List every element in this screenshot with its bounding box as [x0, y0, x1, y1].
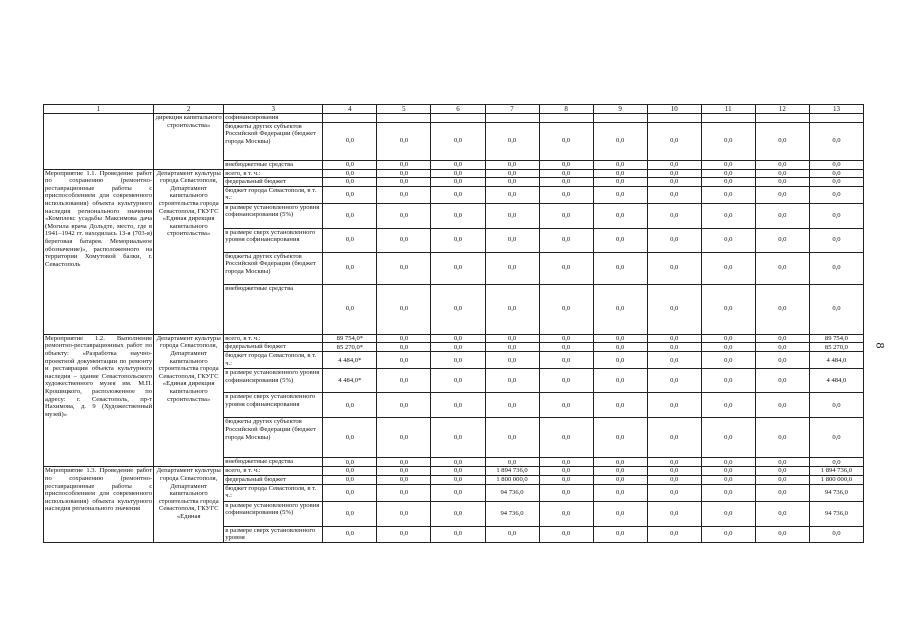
amount-cell: 0,0 — [323, 122, 377, 160]
amount-cell: 0,0 — [431, 334, 485, 343]
amount-cell: 0,0 — [647, 334, 701, 343]
amount-cell: 0,0 — [647, 169, 701, 178]
amount-cell: 0,0 — [431, 484, 485, 501]
table-row — [44, 334, 864, 343]
amount-cell: 0,0 — [323, 526, 377, 542]
amount-cell: 94 736,0 — [485, 501, 539, 526]
page-number: 8 — [873, 342, 888, 349]
amount-cell: 0,0 — [701, 178, 755, 187]
amount-cell: 0,0 — [431, 160, 485, 169]
amount-cell: 0,0 — [431, 526, 485, 542]
amount-cell: 4 484,0* — [323, 352, 377, 369]
amount-cell: 0,0 — [593, 526, 647, 542]
amount-cell: 0,0 — [701, 169, 755, 178]
amount-cell: 0,0 — [701, 369, 755, 393]
amount-cell: 0,0 — [647, 186, 701, 203]
amount-cell: 0,0 — [755, 284, 809, 334]
amount-cell: 0,0 — [701, 501, 755, 526]
amount-cell: 0,0 — [755, 122, 809, 160]
amount-cell: 0,0 — [485, 228, 539, 252]
amount-cell: 0,0 — [323, 160, 377, 169]
amount-cell: 0,0 — [323, 475, 377, 484]
amount-cell: 0,0 — [323, 203, 377, 228]
amount-cell: 0,0 — [755, 467, 809, 476]
amount-cell — [755, 114, 809, 123]
amount-cell: 0,0 — [593, 178, 647, 187]
amount-cell: 89 754,0 — [809, 334, 863, 343]
funding-source-cell: бюджеты других субъектов Российской Федерации (бюджет города Москвы) — [224, 122, 323, 160]
amount-cell: 0,0 — [593, 352, 647, 369]
amount-cell: 0,0 — [647, 228, 701, 252]
amount-cell: 0,0 — [431, 169, 485, 178]
amount-cell: 0,0 — [485, 369, 539, 393]
amount-cell: 0,0 — [323, 458, 377, 467]
funding-source-cell: бюджеты других субъектов Российской Федерации (бюджет города Москвы) — [224, 418, 323, 458]
amount-cell: 0,0 — [809, 203, 863, 228]
funding-source-cell: всего, в т. ч.: — [224, 169, 323, 178]
amount-cell: 0,0 — [323, 228, 377, 252]
amount-cell: 0,0 — [647, 160, 701, 169]
amount-cell: 0,0 — [593, 169, 647, 178]
column-number: 12 — [755, 105, 809, 114]
responsible-org-cell: дирекция капитального строительства» — [154, 114, 224, 170]
amount-cell — [431, 114, 485, 123]
amount-cell: 1 800 000,0 — [485, 475, 539, 484]
amount-cell: 1 800 000,0 — [809, 475, 863, 484]
column-number: 8 — [539, 105, 593, 114]
amount-cell: 0,0 — [809, 393, 863, 418]
amount-cell: 0,0 — [377, 343, 431, 352]
amount-cell: 0,0 — [809, 284, 863, 334]
funding-source-cell: в размере сверх установленного уровня софинансирования — [224, 228, 323, 252]
amount-cell: 0,0 — [323, 393, 377, 418]
amount-cell: 0,0 — [377, 122, 431, 160]
amount-cell: 1 894 736,0 — [485, 467, 539, 476]
amount-cell: 0,0 — [377, 186, 431, 203]
amount-cell: 0,0 — [539, 393, 593, 418]
header-row — [44, 105, 864, 114]
amount-cell: 0,0 — [809, 160, 863, 169]
amount-cell: 0,0 — [377, 203, 431, 228]
funding-source-cell: в размере установленного уровня софинансирования (5%) — [224, 501, 323, 526]
amount-cell: 0,0 — [593, 369, 647, 393]
amount-cell: 0,0 — [647, 475, 701, 484]
amount-cell: 0,0 — [539, 343, 593, 352]
amount-cell: 0,0 — [593, 484, 647, 501]
column-number: 13 — [809, 105, 863, 114]
funding-source-cell: в размере сверх установленного уровня — [224, 526, 323, 542]
amount-cell: 4 484,0 — [809, 369, 863, 393]
amount-cell: 0,0 — [701, 334, 755, 343]
amount-cell: 0,0 — [323, 169, 377, 178]
amount-cell: 0,0 — [377, 526, 431, 542]
amount-cell: 0,0 — [539, 526, 593, 542]
amount-cell: 0,0 — [701, 393, 755, 418]
amount-cell: 0,0 — [647, 122, 701, 160]
amount-cell: 0,0 — [809, 186, 863, 203]
column-number: 11 — [701, 105, 755, 114]
column-number: 7 — [485, 105, 539, 114]
amount-cell: 0,0 — [377, 467, 431, 476]
funding-source-cell: в размере установленного уровня софинансирования (5%) — [224, 369, 323, 393]
amount-cell: 0,0 — [701, 352, 755, 369]
amount-cell: 0,0 — [809, 228, 863, 252]
amount-cell: 0,0 — [647, 484, 701, 501]
amount-cell: 0,0 — [647, 393, 701, 418]
amount-cell: 0,0 — [593, 458, 647, 467]
amount-cell: 0,0 — [323, 418, 377, 458]
amount-cell: 0,0 — [755, 178, 809, 187]
amount-cell: 0,0 — [377, 393, 431, 418]
amount-cell: 0,0 — [647, 526, 701, 542]
amount-cell: 0,0 — [431, 352, 485, 369]
funding-source-cell: бюджет города Севастополя, в т. ч.: — [224, 186, 323, 203]
amount-cell: 0,0 — [539, 334, 593, 343]
amount-cell: 0,0 — [755, 393, 809, 418]
column-number: 10 — [647, 105, 701, 114]
amount-cell: 0,0 — [647, 501, 701, 526]
amount-cell: 0,0 — [647, 203, 701, 228]
amount-cell: 0,0 — [539, 484, 593, 501]
amount-cell — [701, 114, 755, 123]
amount-cell: 0,0 — [377, 418, 431, 458]
amount-cell: 0,0 — [431, 252, 485, 284]
amount-cell: 0,0 — [809, 458, 863, 467]
amount-cell — [593, 114, 647, 123]
column-number: 9 — [593, 105, 647, 114]
amount-cell: 0,0 — [755, 484, 809, 501]
funding-source-cell: федеральный бюджет — [224, 178, 323, 187]
amount-cell: 85 270,0 — [809, 343, 863, 352]
amount-cell: 0,0 — [755, 228, 809, 252]
event-name-cell: Мероприятие 1.3. Проведение работ по сохранению (ремонтно-реставрационные работы с приспособлением для современного использования) объекта культурного наследия регионального значения — [44, 467, 154, 542]
amount-cell: 0,0 — [431, 343, 485, 352]
column-number: 1 — [44, 105, 154, 114]
amount-cell: 0,0 — [593, 122, 647, 160]
amount-cell: 0,0 — [377, 160, 431, 169]
responsible-org-cell: Департамент культуры города Севастополя, Департамент капитального строительства города Севастополя, ГКУГС «Единая дирекция капитального строительства» — [154, 334, 224, 467]
amount-cell: 0,0 — [485, 252, 539, 284]
amount-cell: 0,0 — [593, 252, 647, 284]
amount-cell: 94 736,0 — [809, 501, 863, 526]
amount-cell: 0,0 — [323, 284, 377, 334]
amount-cell: 0,0 — [485, 160, 539, 169]
amount-cell: 4 484,0* — [323, 369, 377, 393]
amount-cell: 0,0 — [539, 169, 593, 178]
amount-cell: 0,0 — [701, 122, 755, 160]
column-number: 2 — [154, 105, 224, 114]
amount-cell: 0,0 — [539, 458, 593, 467]
amount-cell: 0,0 — [701, 458, 755, 467]
amount-cell: 0,0 — [701, 160, 755, 169]
amount-cell: 1 894 736,0 — [809, 467, 863, 476]
amount-cell: 0,0 — [755, 369, 809, 393]
amount-cell: 0,0 — [323, 501, 377, 526]
amount-cell: 0,0 — [539, 418, 593, 458]
amount-cell: 0,0 — [377, 334, 431, 343]
responsible-org-cell: Департамент культуры города Севастополя, Департамент капитального строительства города Севастополя, ГКУГС «Единая — [154, 467, 224, 542]
amount-cell: 0,0 — [377, 284, 431, 334]
amount-cell: 0,0 — [539, 501, 593, 526]
amount-cell: 0,0 — [593, 228, 647, 252]
amount-cell: 0,0 — [809, 526, 863, 542]
amount-cell: 0,0 — [701, 418, 755, 458]
column-number: 6 — [431, 105, 485, 114]
amount-cell: 0,0 — [755, 334, 809, 343]
amount-cell: 0,0 — [431, 467, 485, 476]
amount-cell: 0,0 — [647, 352, 701, 369]
funding-source-cell: бюджеты других субъектов Российской Федерации (бюджет города Москвы) — [224, 252, 323, 284]
amount-cell: 0,0 — [809, 418, 863, 458]
amount-cell: 94 736,0 — [485, 484, 539, 501]
amount-cell: 0,0 — [539, 203, 593, 228]
amount-cell: 0,0 — [593, 418, 647, 458]
event-name-cell — [44, 114, 154, 170]
amount-cell: 0,0 — [377, 228, 431, 252]
amount-cell: 0,0 — [377, 475, 431, 484]
amount-cell: 0,0 — [485, 122, 539, 160]
amount-cell: 0,0 — [593, 343, 647, 352]
funding-source-cell: федеральный бюджет — [224, 343, 323, 352]
amount-cell: 0,0 — [593, 467, 647, 476]
amount-cell: 94 736,0 — [809, 484, 863, 501]
amount-cell: 0,0 — [485, 418, 539, 458]
amount-cell: 0,0 — [377, 252, 431, 284]
amount-cell: 89 754,0* — [323, 334, 377, 343]
amount-cell: 0,0 — [485, 203, 539, 228]
event-name-cell: Мероприятие 1.2. Выполнение ремонтно-реставрационных работ по объекту: «Разработка научно-проектной документации по ремонту и реставрации объекта культурного наследия – здание Севастопольского художественного музея им. М.П. Крошицкого, расположенное по адресу: г. Севастополь, пр-т Нахимова, д. 9 (Художественный музей)» — [44, 334, 154, 467]
amount-cell: 0,0 — [377, 458, 431, 467]
amount-cell: 0,0 — [755, 526, 809, 542]
amount-cell: 0,0 — [539, 160, 593, 169]
amount-cell: 0,0 — [593, 284, 647, 334]
column-number: 4 — [323, 105, 377, 114]
event-name-cell: Мероприятие 1.1. Проведение работ по сохранению (ремонтно-реставрационные работы с приспособлением для современного использования) объекта культурного наследия регионального значения «Комплекс усадьбы Максимова дача (Могила врача Дольдте, место, где в 1941–1942 гг. находилась 13-я (703-я) береговая батарея. Мемориальное обозначение)», расположенного на территории Хомутовой балки, г. Севастополь — [44, 169, 154, 334]
amount-cell — [539, 114, 593, 123]
amount-cell: 0,0 — [809, 252, 863, 284]
amount-cell: 0,0 — [323, 252, 377, 284]
amount-cell: 0,0 — [701, 475, 755, 484]
column-number: 3 — [224, 105, 323, 114]
amount-cell: 0,0 — [539, 475, 593, 484]
amount-cell: 0,0 — [539, 178, 593, 187]
amount-cell: 0,0 — [755, 343, 809, 352]
amount-cell: 0,0 — [431, 501, 485, 526]
amount-cell: 0,0 — [485, 178, 539, 187]
amount-cell: 0,0 — [593, 186, 647, 203]
amount-cell: 0,0 — [701, 252, 755, 284]
amount-cell: 0,0 — [593, 475, 647, 484]
amount-cell: 0,0 — [485, 334, 539, 343]
amount-cell: 0,0 — [323, 178, 377, 187]
amount-cell: 0,0 — [539, 369, 593, 393]
amount-cell: 0,0 — [485, 169, 539, 178]
amount-cell: 0,0 — [431, 203, 485, 228]
amount-cell: 0,0 — [431, 284, 485, 334]
amount-cell: 0,0 — [593, 393, 647, 418]
amount-cell — [377, 114, 431, 123]
amount-cell: 0,0 — [755, 160, 809, 169]
amount-cell: 0,0 — [377, 369, 431, 393]
funding-source-cell: бюджет города Севастополя, в т. ч.: — [224, 352, 323, 369]
funding-source-cell: в размере сверх установленного уровня софинансирования — [224, 393, 323, 418]
amount-cell: 0,0 — [539, 467, 593, 476]
amount-cell: 0,0 — [701, 467, 755, 476]
amount-cell: 0,0 — [701, 186, 755, 203]
funding-source-cell: бюджет города Севастополя, в т. ч.: — [224, 484, 323, 501]
funding-source-cell: всего, в т. ч.: — [224, 467, 323, 476]
amount-cell: 0,0 — [323, 186, 377, 203]
amount-cell: 0,0 — [593, 203, 647, 228]
amount-cell: 0,0 — [377, 169, 431, 178]
amount-cell: 0,0 — [701, 203, 755, 228]
responsible-org-cell: Департамент культуры города Севастополя, Департамент капитального строительства города Севастополя, ГКУГС «Единая дирекция капитального строительства» — [154, 169, 224, 334]
amount-cell: 0,0 — [539, 122, 593, 160]
funding-source-cell: внебюджетные средства — [224, 160, 323, 169]
amount-cell: 0,0 — [701, 526, 755, 542]
amount-cell: 0,0 — [755, 203, 809, 228]
amount-cell: 0,0 — [485, 186, 539, 203]
amount-cell: 0,0 — [701, 484, 755, 501]
amount-cell: 0,0 — [485, 352, 539, 369]
amount-cell: 0,0 — [647, 458, 701, 467]
funding-source-cell: всего, в т. ч.: — [224, 334, 323, 343]
amount-cell — [485, 114, 539, 123]
amount-cell: 0,0 — [485, 526, 539, 542]
amount-cell: 0,0 — [701, 284, 755, 334]
funding-source-cell: федеральный бюджет — [224, 475, 323, 484]
amount-cell: 0,0 — [431, 475, 485, 484]
amount-cell: 0,0 — [431, 458, 485, 467]
amount-cell: 4 484,0 — [809, 352, 863, 369]
amount-cell: 0,0 — [647, 467, 701, 476]
amount-cell: 0,0 — [755, 458, 809, 467]
amount-cell: 0,0 — [485, 343, 539, 352]
amount-cell: 0,0 — [809, 122, 863, 160]
amount-cell: 0,0 — [755, 169, 809, 178]
funding-source-cell: внебюджетные средства — [224, 284, 323, 334]
amount-cell: 0,0 — [431, 369, 485, 393]
amount-cell: 0,0 — [431, 178, 485, 187]
table-row — [44, 169, 864, 178]
amount-cell: 0,0 — [755, 501, 809, 526]
amount-cell: 0,0 — [485, 284, 539, 334]
amount-cell — [647, 114, 701, 123]
amount-cell: 0,0 — [701, 228, 755, 252]
amount-cell: 0,0 — [593, 501, 647, 526]
amount-cell: 85 270,0* — [323, 343, 377, 352]
amount-cell: 0,0 — [755, 186, 809, 203]
amount-cell: 0,0 — [431, 122, 485, 160]
amount-cell: 0,0 — [431, 393, 485, 418]
amount-cell: 0,0 — [809, 169, 863, 178]
amount-cell: 0,0 — [647, 252, 701, 284]
amount-cell: 0,0 — [485, 393, 539, 418]
amount-cell: 0,0 — [539, 228, 593, 252]
amount-cell: 0,0 — [755, 475, 809, 484]
table-row — [44, 114, 864, 123]
amount-cell: 0,0 — [647, 284, 701, 334]
amount-cell — [323, 114, 377, 123]
budget-table — [43, 104, 864, 543]
amount-cell: 0,0 — [647, 178, 701, 187]
amount-cell: 0,0 — [539, 186, 593, 203]
amount-cell: 0,0 — [755, 352, 809, 369]
amount-cell: 0,0 — [485, 458, 539, 467]
amount-cell: 0,0 — [377, 501, 431, 526]
amount-cell: 0,0 — [647, 418, 701, 458]
amount-cell: 0,0 — [593, 334, 647, 343]
amount-cell: 0,0 — [323, 484, 377, 501]
amount-cell: 0,0 — [755, 418, 809, 458]
column-number: 5 — [377, 105, 431, 114]
amount-cell: 0,0 — [377, 352, 431, 369]
amount-cell: 0,0 — [377, 484, 431, 501]
table-row — [44, 467, 864, 476]
amount-cell — [809, 114, 863, 123]
amount-cell: 0,0 — [539, 352, 593, 369]
amount-cell: 0,0 — [539, 284, 593, 334]
table-body — [44, 105, 864, 543]
amount-cell: 0,0 — [431, 228, 485, 252]
amount-cell: 0,0 — [431, 418, 485, 458]
amount-cell: 0,0 — [647, 343, 701, 352]
amount-cell: 0,0 — [539, 252, 593, 284]
amount-cell: 0,0 — [323, 467, 377, 476]
amount-cell: 0,0 — [701, 343, 755, 352]
amount-cell: 0,0 — [377, 178, 431, 187]
amount-cell: 0,0 — [809, 178, 863, 187]
amount-cell: 0,0 — [647, 369, 701, 393]
funding-source-cell: в размере установленного уровня софинансирования (5%) — [224, 203, 323, 228]
funding-source-cell: внебюджетные средства — [224, 458, 323, 467]
funding-source-cell: софинансирования — [224, 114, 323, 123]
amount-cell: 0,0 — [755, 252, 809, 284]
amount-cell: 0,0 — [431, 186, 485, 203]
amount-cell: 0,0 — [593, 160, 647, 169]
